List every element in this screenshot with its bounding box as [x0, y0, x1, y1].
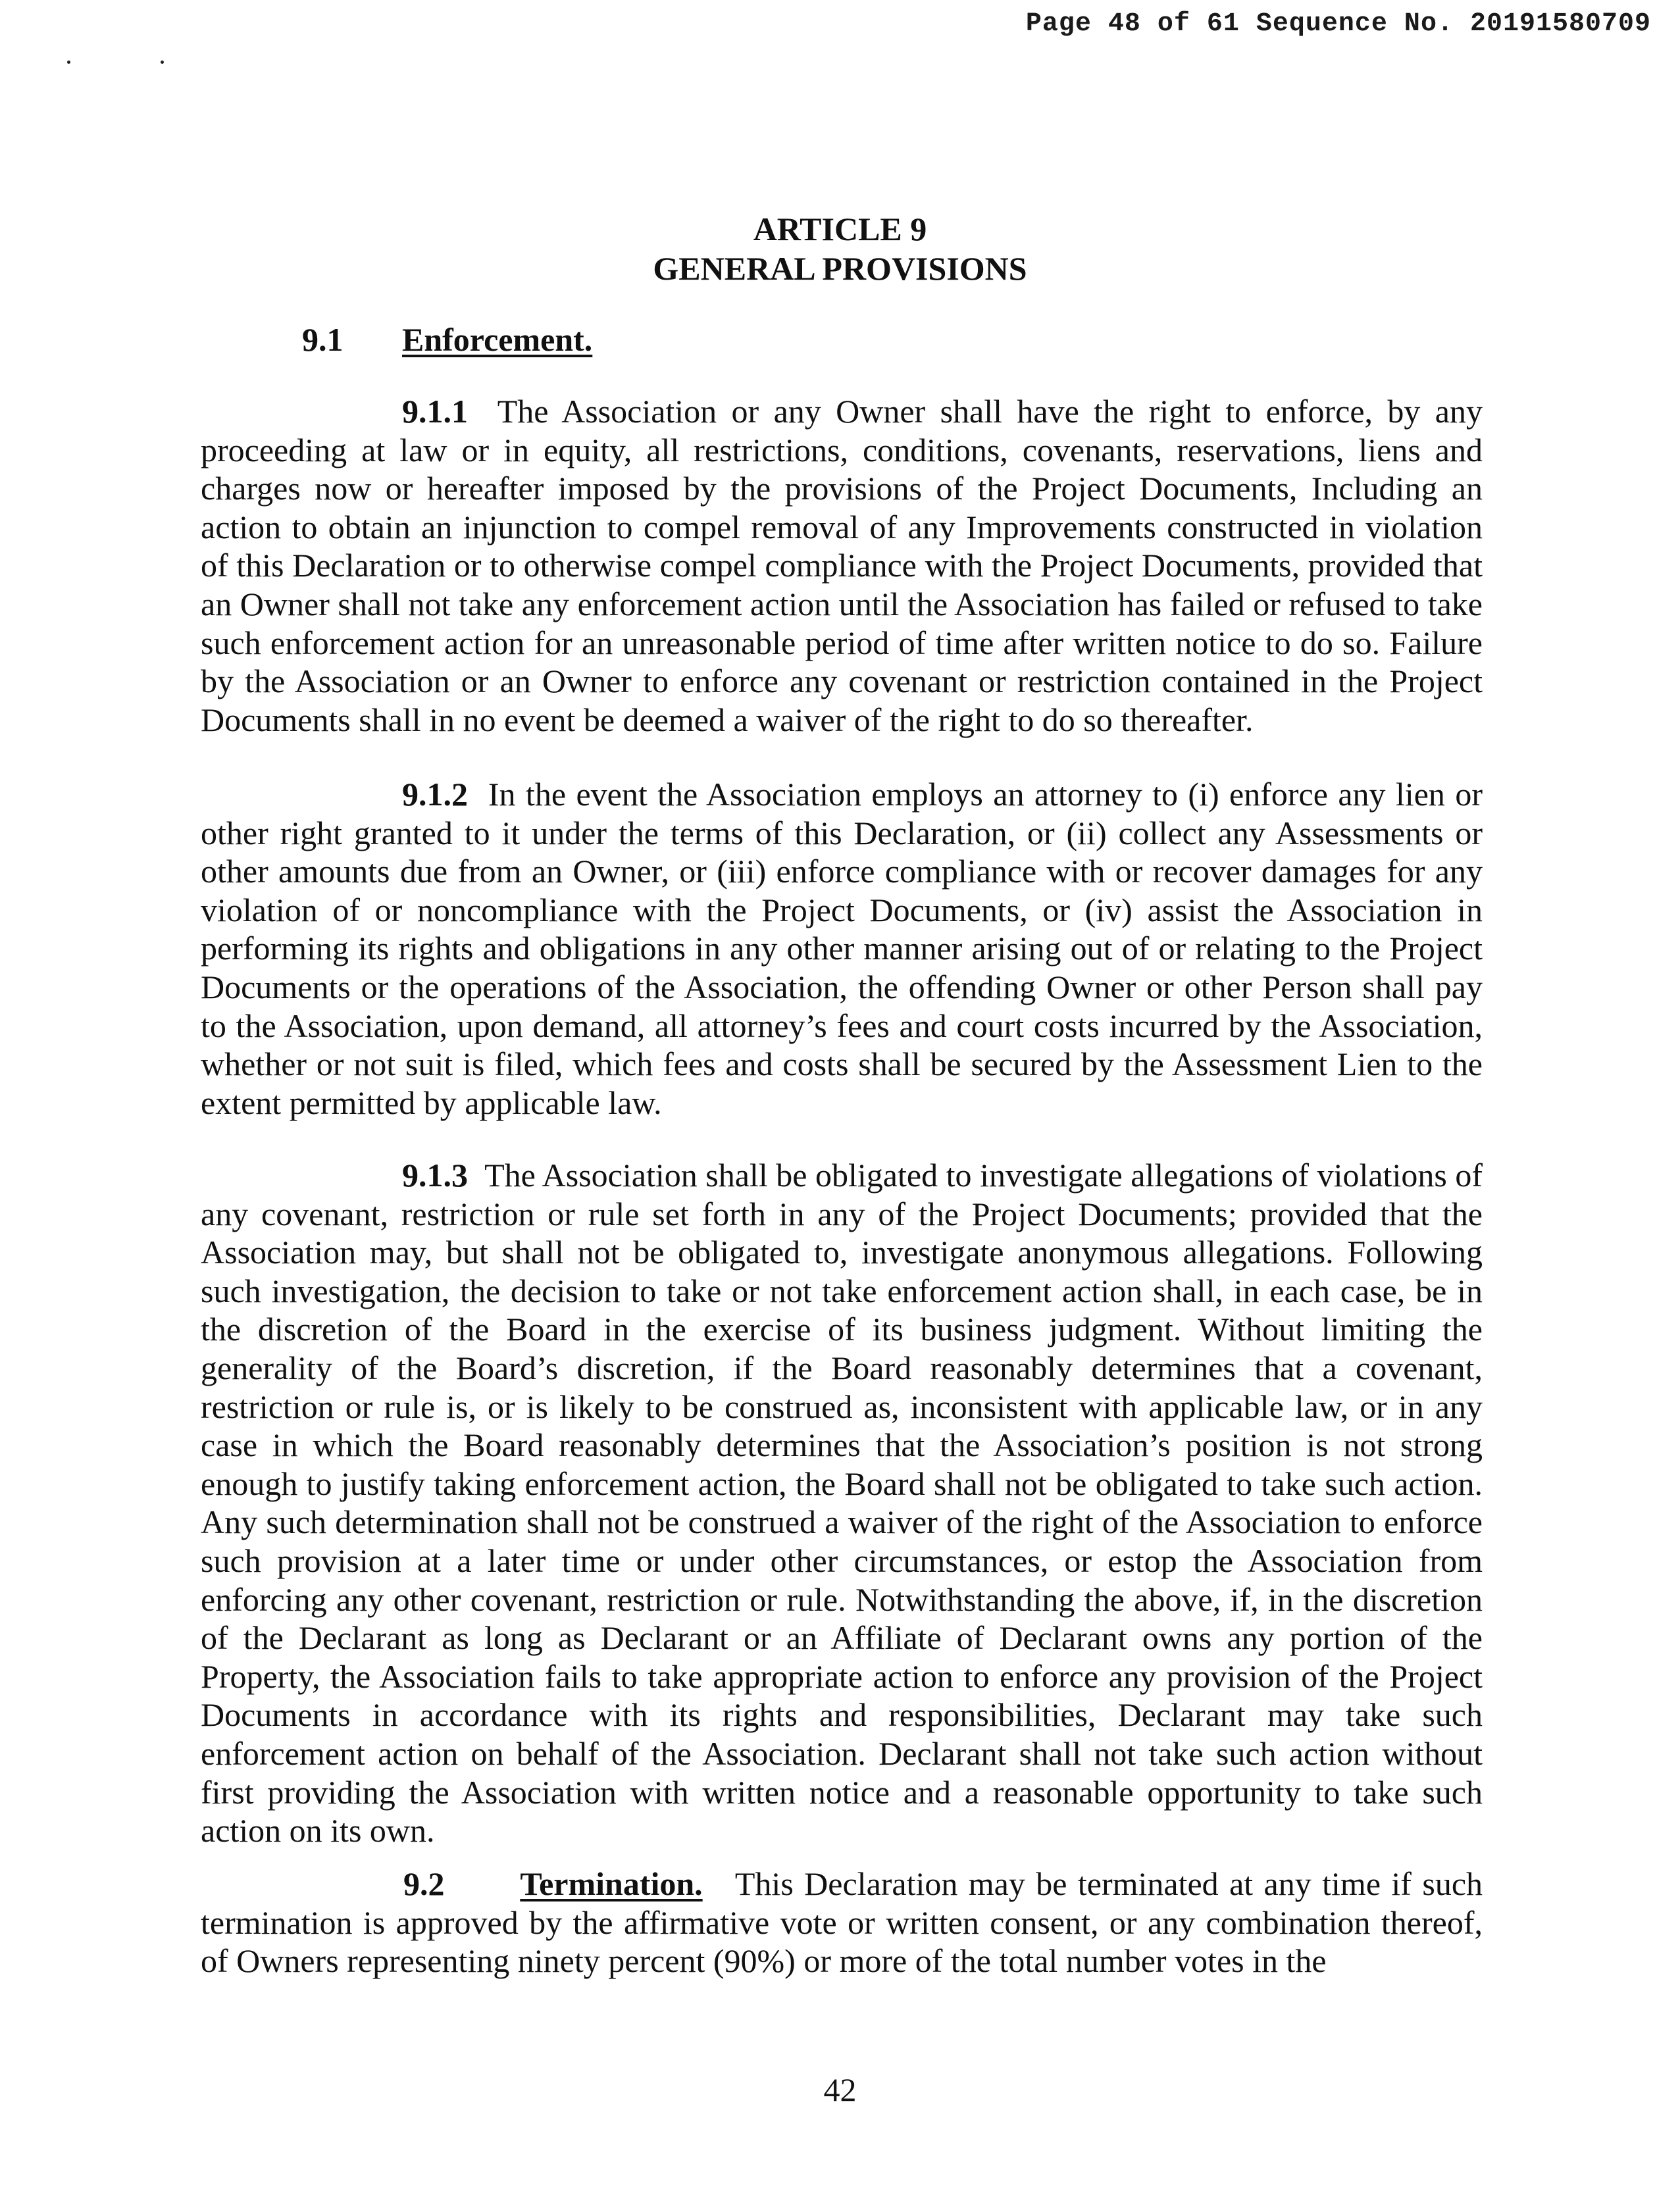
paragraph-9-1-1	[201, 392, 1483, 739]
paragraph-text: In the event the Association employs an attorney to (i) enforce any lien or other right granted to it under the terms of this Declaration, or (ii) collect any Assessments or other amounts due from an Owner, or (iii) enforce compliance with or recover damages for any violation of or noncompliance with the Project Documents, or (iv) assist the Association in performing its rights and obligations in any other manner arising out of or relating to the Project Documents or the operations of the Association, the offending Owner or other Person shall pay to the Association, upon demand, all attorney’s fees and court costs incurred by the Association, whether or not suit is filed, which fees and costs shall be secured by the Assessment Lien to the extent permitted by applicable law.	[201, 776, 1483, 1121]
section-title: Enforcement.	[402, 321, 593, 358]
article-number: ARTICLE 9	[753, 211, 927, 247]
scan-speck	[67, 61, 70, 64]
paragraph-9-1-3	[201, 1156, 1483, 1850]
paragraph-9-1-2	[201, 775, 1483, 1122]
section-9-2	[201, 1865, 1483, 1980]
page-sequence-stamp: Page 48 of 61 Sequence No. 20191580709	[1025, 9, 1651, 39]
paragraph-number: 9.1.3	[402, 1157, 468, 1194]
section-number: 9.2	[403, 1865, 445, 1902]
paragraph-number: 9.1.2	[402, 776, 468, 813]
section-title: Termination.	[520, 1865, 703, 1902]
paragraph-number: 9.1.1	[402, 393, 468, 430]
paragraph-text: The Association or any Owner shall have the right to enforce, by any proceeding at law or in equity, all restrictions, conditions, covenants, reservations, liens and charges now or hereafter imposed by the provisions of the Project Documents, Including an action to obtain an injunction to compel removal of any Improvements constructed in violation of this Declaration or to otherwise compel compliance with the Project Documents, provided that an Owner shall not take any enforcement action until the Association has failed or refused to take such enforcement action for an unreasonable period of time after written notice to do so. Failure by the Association or an Owner to enforce any covenant or restriction contained in the Project Documents shall in no event be deemed a waiver of the right to do so thereafter.	[201, 393, 1483, 738]
article-title: GENERAL PROVISIONS	[653, 250, 1027, 287]
paragraph-text: The Association shall be obligated to investigate allegations of violations of any covenant, restriction or rule set forth in any of the Project Documents; provided that the Association may, but shall not be obligated to, investigate anonymous allegations. Following such investigation, the decision to take or not take enforcement action shall, in each case, be in the discretion of the Board in the exercise of its business judgment. Without limiting the generality of the Board’s discretion, if the Board reasonably determines that a covenant, restriction or rule is, or is likely to be construed as, inconsistent with applicable law, or in any case in which the Board reasonably determines that the Association’s position is not strong enough to justify taking enforcement action, the Board shall not be obligated to take such action. Any such determination shall not be construed a waiver of the right of the Association to enforce such provision at a later time or under other circumstances, or estop the Association from enforcing any other covenant, restriction or rule. Notwithstanding the above, if, in the discretion of the Declarant as long as Declarant or an Affiliate of Declarant owns any portion of the Property, the Association fails to take appropriate action to enforce any provision of the Project Documents in accordance with its rights and responsibilities, Declarant may take such enforcement action on behalf of the Association. Declarant shall not take such action without first providing the Association with written notice and a reasonable opportunity to take such action on its own.	[201, 1157, 1483, 1850]
section-text: This Declaration may be terminated at any time if such termination is approved by the affirmative vote or written consent, or any combination thereof, of Owners representing ninety percent (90%) or more of the total number votes in the	[201, 1865, 1483, 1980]
page-number: 42	[823, 2071, 857, 2108]
section-9-1-heading	[302, 320, 592, 359]
section-number: 9.1	[302, 321, 344, 358]
scan-speck	[161, 61, 164, 64]
article-heading	[0, 209, 1680, 288]
